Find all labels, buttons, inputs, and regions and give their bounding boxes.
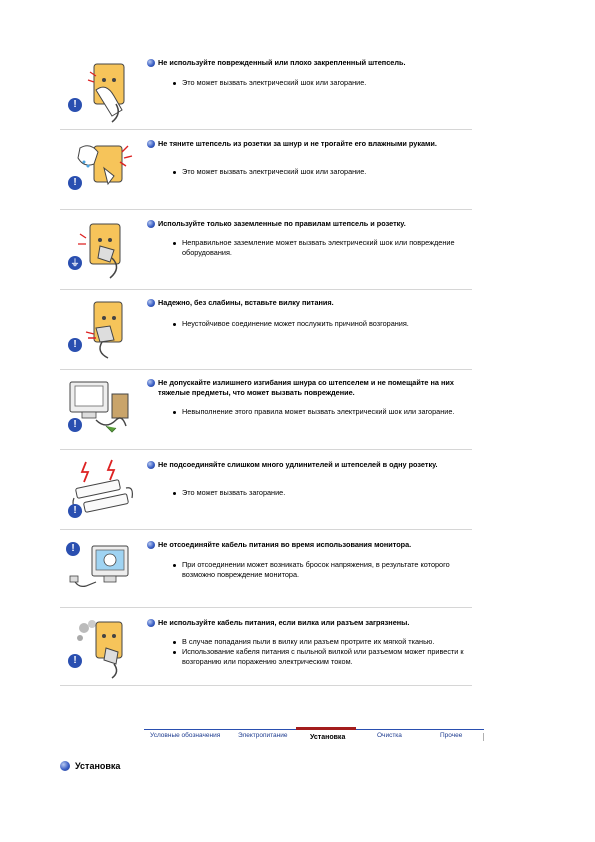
section-heading [147, 618, 472, 628]
heading-text: Не допускайте излишнего изгибания шнура со штепселем и не помещайте на них тяжелые предметы, что может вызвать повреждение. [158, 378, 454, 397]
warning-icon: ! [68, 418, 82, 432]
section-pull-cord [60, 130, 472, 210]
ground-icon: ⏚ [68, 256, 82, 270]
list-item: Невыполнение этого правила может вызвать электрический шок или загорание. [173, 407, 472, 417]
heading-text: Не используйте поврежденный или плохо закрепленный штепсель. [158, 58, 406, 67]
warning-icon: ! [68, 98, 82, 112]
warning-icon: ! [68, 504, 82, 518]
heading-text: Не подсоединяйте слишком много удлинителей и штепселей в одну розетку. [158, 460, 438, 469]
nav-active-indicator [296, 727, 356, 730]
bullet-list [173, 78, 472, 88]
section-monitor-unplug [60, 530, 472, 608]
bullet-list [173, 488, 472, 498]
footer-section-title [60, 761, 120, 771]
bullet-icon [60, 761, 70, 771]
section-bent-cord [60, 370, 472, 450]
list-item: В случае попадания пыли в вилку или разъем протрите их мягкой тканью. [173, 637, 472, 647]
section-power-strip [60, 450, 472, 530]
section-insert-plug [60, 290, 472, 370]
bullet-icon [147, 379, 155, 387]
section-heading [147, 378, 472, 398]
warning-icon: ! [68, 654, 82, 668]
warning-icon: ! [68, 176, 82, 190]
heading-text: Не отсоединяйте кабель питания во время использования монитора. [158, 540, 412, 549]
bullet-icon [147, 59, 155, 67]
grounded-plug-illustration [66, 218, 136, 284]
bullet-icon [147, 220, 155, 228]
section-heading [147, 540, 472, 550]
list-item: Это может вызвать электрический шок или загорание. [173, 167, 472, 177]
nav-item-other[interactable]: Прочее [440, 732, 463, 739]
heading-text: Надежно, без слабины, вставьте вилку питания. [158, 298, 334, 307]
nav-item-conventions[interactable]: Условные обозначения [150, 732, 221, 739]
nav-item-installation[interactable]: Установка [310, 734, 346, 741]
list-item: Использование кабеля питания с пыльной вилкой или разъемом может привести к возгоранию или поражению электрическим током. [173, 647, 472, 667]
bullet-list [173, 560, 472, 580]
bent-cord-monitor-illustration [66, 380, 136, 446]
section-heading [147, 460, 472, 470]
warning-icon: ! [68, 338, 82, 352]
list-item: При отсоединении может возникать бросок напряжения, в результате которого возможно повреждение монитора. [173, 560, 472, 580]
list-item: Неустойчивое соединение может послужить причиной возгорания. [173, 319, 472, 329]
bullet-icon [147, 140, 155, 148]
section-heading [147, 58, 472, 68]
section-heading [147, 139, 472, 149]
footer-title-text: Установка [75, 761, 121, 771]
section-damaged-plug [60, 52, 472, 130]
bullet-icon [147, 541, 155, 549]
monitor-unplug-illustration [66, 540, 136, 606]
bullet-icon [147, 299, 155, 307]
bullet-list [173, 407, 472, 417]
list-item: Неправильное заземление может вызвать электрический шок или повреждение оборудования. [173, 238, 472, 258]
heading-text: Не используйте кабель питания, если вилка или разъем загрязнены. [158, 618, 410, 627]
bullet-list [173, 637, 472, 667]
bullet-list [173, 319, 472, 329]
loose-plug-illustration [66, 298, 136, 364]
section-nav-bar [144, 729, 484, 743]
nav-item-cleaning[interactable]: Очистка [377, 732, 402, 739]
bullet-list [173, 238, 472, 258]
heading-text: Не тяните штепсель из розетки за шнур и не трогайте его влажными руками. [158, 139, 437, 148]
wet-hands-plug-illustration [66, 138, 136, 204]
bullet-list [173, 167, 472, 177]
section-dusty-plug [60, 608, 472, 686]
section-grounded-plug [60, 210, 472, 290]
dusty-plug-illustration [66, 616, 136, 682]
damaged-plug-illustration [66, 60, 136, 126]
list-item: Это может вызвать загорание. [173, 488, 472, 498]
bullet-icon [147, 461, 155, 469]
bullet-icon [147, 619, 155, 627]
list-item: Это может вызвать электрический шок или загорание. [173, 78, 472, 88]
nav-item-power[interactable]: Электропитание [238, 732, 288, 739]
nav-divider [483, 733, 484, 741]
section-heading [147, 219, 472, 229]
section-heading [147, 298, 472, 308]
warning-icon: ! [66, 542, 80, 556]
heading-text: Используйте только заземленные по правилам штепсель и розетку. [158, 219, 406, 228]
